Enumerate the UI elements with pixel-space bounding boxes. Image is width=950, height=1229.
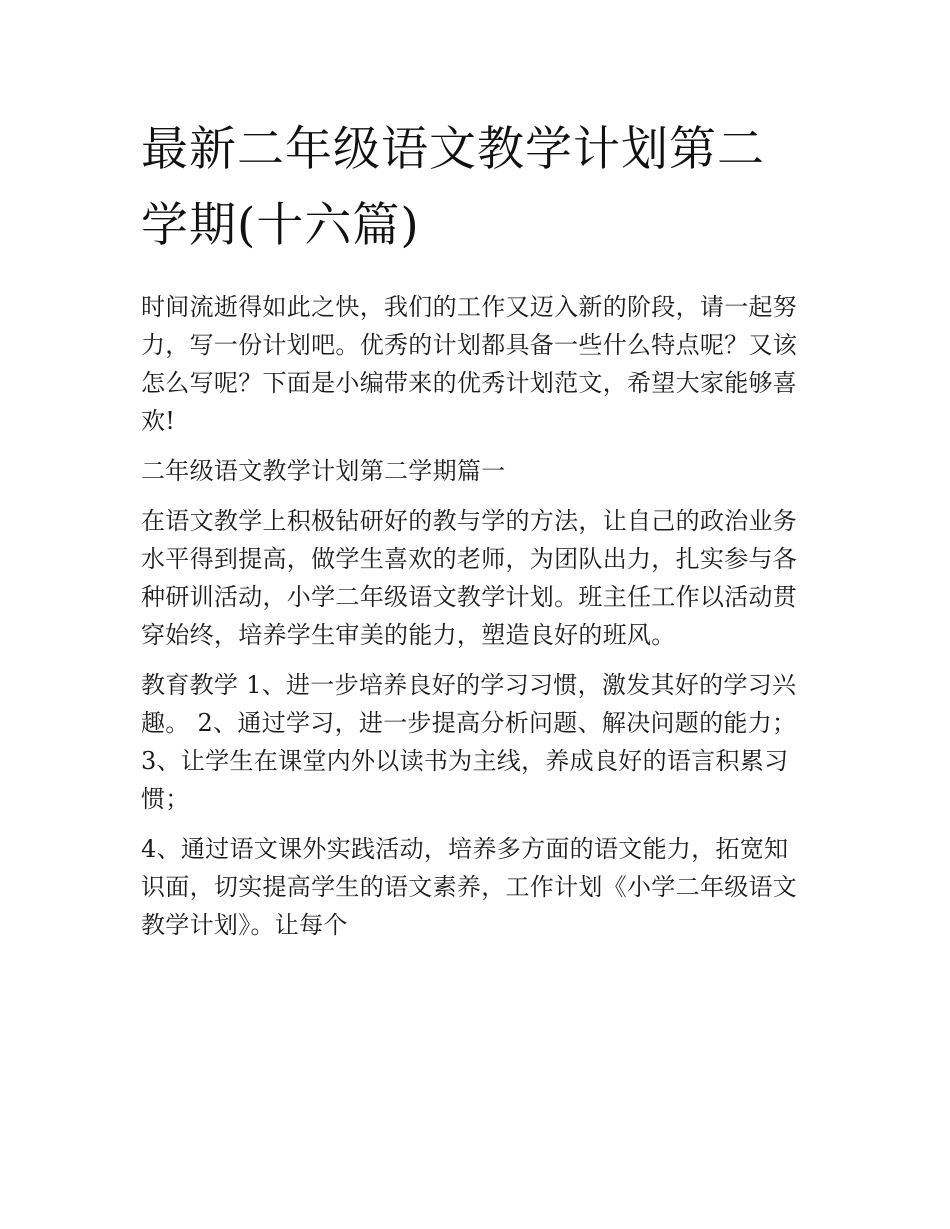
paragraph-line: 欢! xyxy=(141,407,176,435)
document-body xyxy=(141,288,813,944)
body-paragraph xyxy=(141,502,813,654)
paragraph-line: 力，写一份计划吧。优秀的计划都具备一些什么特点呢？又该 xyxy=(141,331,798,359)
section-heading xyxy=(141,452,813,490)
paragraph-line: 4、通过语文课外实践活动，培养多方面的语文能力，拓宽知 xyxy=(141,835,789,863)
paragraph-line: 趣。 2、通过学习，进一步提高分析问题、解决问题的能力； xyxy=(141,709,797,737)
body-paragraph xyxy=(141,666,813,818)
paragraph-line: 种研训活动，小学二年级语文教学计划。班主任工作以活动贯 xyxy=(141,583,798,611)
title-line-1: 最新二年级语文教学计划第二 xyxy=(141,122,765,177)
document-content xyxy=(141,112,813,944)
paragraph-line: 教学计划》。让每个 xyxy=(141,911,348,939)
paragraph-line: 穿始终，培养学生审美的能力，塑造良好的班风。 xyxy=(141,621,676,649)
paragraph-line: 二年级语文教学计划第二学期篇一 xyxy=(141,457,506,485)
paragraph-line: 怎么写呢？下面是小编带来的优秀计划范文，希望大家能够喜 xyxy=(141,369,798,397)
title-line-2: 学期(十六篇) xyxy=(141,198,420,253)
paragraph-line: 水平得到提高，做学生喜欢的老师，为团队出力，扎实参与各 xyxy=(141,545,798,573)
paragraph-line: 惯； xyxy=(141,785,190,813)
paragraph-line: 识面，切实提高学生的语文素养，工作计划《小学二年级语文 xyxy=(141,873,798,901)
paragraph-line: 时间流逝得如此之快，我们的工作又迈入新的阶段，请一起努 xyxy=(141,293,798,321)
paragraph-line: 在语文教学上积极钻研好的教与学的方法，让自己的政治业务 xyxy=(141,507,798,535)
intro-paragraph xyxy=(141,288,813,440)
paragraph-line: 3、让学生在课堂内外以读书为主线，养成良好的语言积累习 xyxy=(141,747,789,775)
document-title xyxy=(141,112,813,264)
body-paragraph xyxy=(141,830,813,944)
paragraph-line: 教育教学 1、进一步培养良好的学习习惯，激发其好的学习兴 xyxy=(141,671,797,699)
